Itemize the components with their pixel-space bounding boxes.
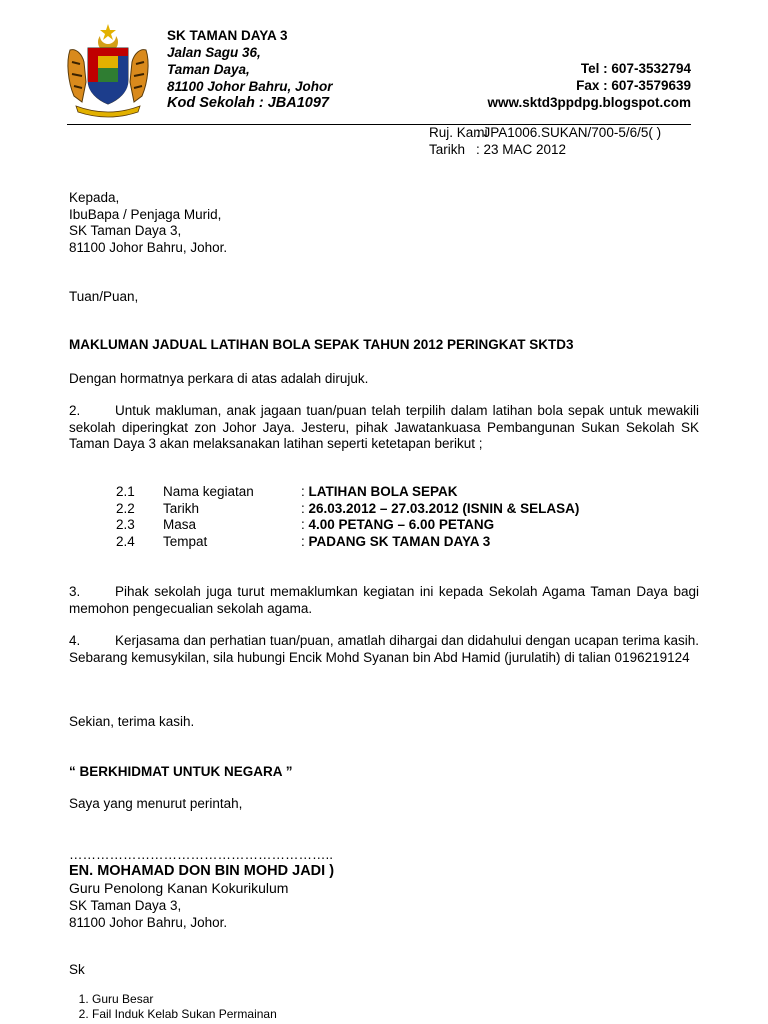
signatory-title: Guru Penolong Kanan Kokurikulum — [69, 880, 289, 896]
paragraph-4 — [69, 633, 699, 666]
telephone: Tel : 607-3532794 — [580, 61, 691, 76]
salutation: Tuan/Puan, — [69, 289, 139, 304]
para-number: 2. — [69, 403, 81, 418]
recipient-block — [69, 190, 699, 256]
para-text: Untuk makluman, anak jagaan tuan/puan telah terpilih dalam latihan bola sepak untuk mewakili sekolah diperingkat zon Johor Jaya. Jesteru, pihak Jawatankuasa Pembangunan Sukan Sekolah SK Taman Daya 3 akan melaksanakan latihan seperti ketetapan berikut ; — [69, 403, 699, 451]
para-text: Kerjasama dan perhatian tuan/puan, amatlah dihargai dan didahului dengan ucapan terima kasih. Sebarang kemusykilan, sila hubungi Encik Mohd Syanan bin Abd Hamid (jurulatih) di talian 0196219124 — [69, 633, 699, 665]
para-number: 3. — [69, 584, 81, 599]
signatory-name: EN. MOHAMAD DON BIN MOHD JADI ) — [69, 863, 335, 879]
contact-block — [488, 60, 692, 111]
address-line-2: Taman Daya, — [167, 62, 250, 77]
detail-row: 2.1 Nama kegiatan : LATIHAN BOLA SEPAK — [116, 484, 458, 499]
order-line: Saya yang menurut perintah, — [69, 796, 243, 811]
cc-item: 1. Guru Besar — [92, 992, 277, 1007]
address-line-3: 81100 Johor Bahru, Johor — [167, 79, 333, 94]
school-address-block — [167, 27, 333, 112]
para-number: 4. — [69, 633, 81, 648]
detail-row: 2.4 Tempat : PADANG SK TAMAN DAYA 3 — [116, 533, 491, 549]
school-code: Kod Sekolah : JBA1097 — [167, 95, 329, 111]
subject-heading: MAKLUMAN JADUAL LATIHAN BOLA SEPAK TAHUN 2012 PERINGKAT SKTD3 — [69, 337, 574, 352]
paragraph-3 — [69, 584, 699, 617]
tarikh-label: Tarikh — [429, 142, 466, 157]
ruj-label: Ruj. Kami — [429, 125, 488, 140]
malaysia-coat-of-arms-icon — [62, 22, 154, 118]
opening-line: Dengan hormatnya perkara di atas adalah dirujuk. — [69, 371, 369, 386]
website-link[interactable]: www.sktd3ppdpg.blogspot.com — [487, 95, 691, 110]
cc-item: 2. Fail Induk Kelab Sukan Permainan — [92, 1007, 277, 1022]
recipient-line: SK Taman Daya 3, — [69, 223, 182, 238]
motto: “ BERKHIDMAT UNTUK NEGARA ” — [69, 764, 293, 779]
school-name: SK TAMAN DAYA 3 — [167, 28, 288, 43]
detail-row: 2.3 Masa : 4.00 PETANG – 6.00 PETANG — [116, 517, 495, 532]
paragraph-2 — [69, 403, 699, 453]
signatory-address-2: 81100 Johor Bahru, Johor. — [69, 915, 228, 930]
ruj-value: : JPA1006.SUKAN/700-5/6/5( ) — [476, 125, 662, 140]
recipient-line: 81100 Johor Bahru, Johor. — [69, 239, 228, 255]
detail-row: 2.2 Tarikh : 26.03.2012 – 27.03.2012 (ISNIN & SELASA) — [116, 500, 580, 516]
signature-block — [69, 846, 699, 931]
fax: Fax : 607-3579639 — [576, 78, 691, 93]
reference-block — [429, 124, 661, 158]
recipient-line: Kepada, — [69, 190, 120, 205]
address-line-1: Jalan Sagu 36, — [167, 45, 261, 60]
signatory-address-1: SK Taman Daya 3, — [69, 898, 182, 913]
school-crest — [62, 22, 154, 118]
closing-line: Sekian, terima kasih. — [69, 714, 195, 729]
tarikh-value: : 23 MAC 2012 — [476, 142, 567, 157]
cc-label: Sk — [69, 962, 85, 977]
activity-details — [116, 484, 579, 550]
cc-list — [69, 992, 277, 1022]
signature-line: ………………………………………………….. — [69, 847, 334, 862]
para-text: Pihak sekolah juga turut memaklumkan kegiatan ini kepada Sekolah Agama Taman Daya bagi memohon pengecualian sekolah agama. — [69, 584, 699, 616]
recipient-line: IbuBapa / Penjaga Murid, — [69, 206, 222, 222]
